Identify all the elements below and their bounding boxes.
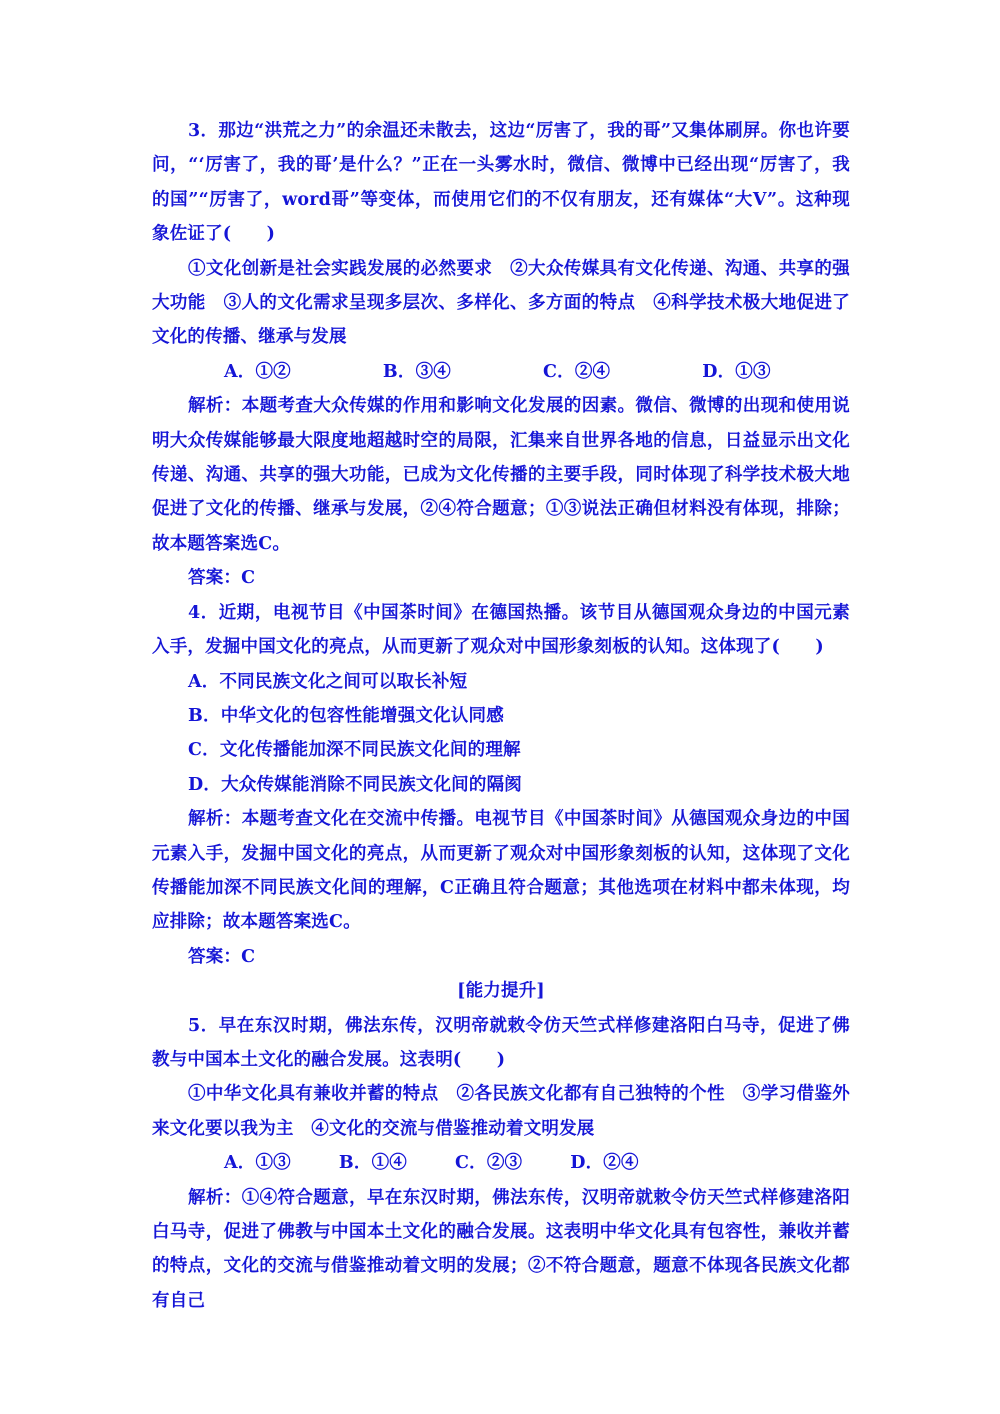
q4-option-b: B．中华文化的包容性能增强文化认同感 <box>188 705 504 726</box>
q4-analysis: 解析：本题考查文化在交流中传播。电视节目《中国茶时间》从德国观众身边的中国元素入手，发掘中国文化的亮点，从而更新了观众对中国形象刻板的认知，这体现了文化传播能加深不同民族文化间的理解，C正确且符合题意；其他选项在材料中都未体现，均应排除；故本题答案选C。 <box>152 809 850 933</box>
q3-option-c: C．②④ <box>542 361 611 382</box>
q5-option-d: D．②④ <box>570 1153 639 1174</box>
q4-answer: 答案：C <box>188 946 256 967</box>
q3-option-d: D．①③ <box>702 361 771 382</box>
q4-option-d: D．大众传媒能消除不同民族文化间的隔阂 <box>188 774 522 795</box>
q3-option-a: A．①② <box>224 361 291 382</box>
q5-option-b: B．①④ <box>338 1153 407 1174</box>
q3-stem: 3．那边“洪荒之力”的余温还未散去，这边“厉害了，我的哥”又集体刷屏。你也许要问，“‘厉害了，我的哥’是什么？”正在一头雾水时，微信、微博中已经出现“厉害了，我的国”“厉害了，word哥”等变体，而使用它们的不仅有朋友，还有媒体“大V”。这种现象佐证了( ) <box>152 121 850 245</box>
q3-statements: ①文化创新是社会实践发展的必然要求 ②大众传媒具有文化传递、沟通、共享的强大功能 ③人的文化需求呈现多层次、多样化、多方面的特点 ④科学技术极大地促进了文化的传播、继承与发展 <box>152 258 850 348</box>
q3-options <box>152 355 850 389</box>
q5-option-c: C．②③ <box>454 1153 523 1174</box>
q4-option-a: A．不同民族文化之间可以取长补短 <box>188 671 468 692</box>
document-body <box>152 114 850 1318</box>
q5-analysis: 解析：①④符合题意，早在东汉时期，佛法东传，汉明帝就敕令仿天竺式样修建洛阳白马寺，促进了佛教与中国本土文化的融合发展。这表明中华文化具有包容性，兼收并蓄的特点，文化的交流与借鉴推动着文明的发展；②不符合题意，题意不体现各民族文化都有自己 <box>152 1187 850 1311</box>
q4-option-c: C．文化传播能加深不同民族文化间的理解 <box>188 740 521 761</box>
section-title: [能力提升] <box>457 981 545 1002</box>
q5-statements: ①中华文化具有兼收并蓄的特点 ②各民族文化都有自己独特的个性 ③学习借鉴外来文化要以我为主 ④文化的交流与借鉴推动着文明发展 <box>152 1084 850 1139</box>
q5-stem: 5．早在东汉时期，佛法东传，汉明帝就敕令仿天竺式样修建洛阳白马寺，促进了佛教与中国本土文化的融合发展。这表明( ) <box>152 1015 850 1070</box>
q3-option-b: B．③④ <box>382 361 451 382</box>
q5-option-a: A．①③ <box>224 1153 291 1174</box>
q5-options <box>152 1146 850 1180</box>
q3-answer: 答案：C <box>188 568 256 589</box>
q4-stem: 4．近期，电视节目《中国茶时间》在德国热播。该节目从德国观众身边的中国元素入手，发掘中国文化的亮点，从而更新了观众对中国形象刻板的认知。这体现了( ) <box>152 602 850 658</box>
q3-analysis: 解析：本题考查大众传媒的作用和影响文化发展的因素。微信、微博的出现和使用说明大众传媒能够最大限度地超越时空的局限，汇集来自世界各地的信息，日益显示出文化传递、沟通、共享的强大功能，已成为文化传播的主要手段，同时体现了科学技术极大地促进了文化的传播、继承与发展，②④符合题意；①③说法正确但材料没有体现，排除；故本题答案选C。 <box>152 396 850 554</box>
